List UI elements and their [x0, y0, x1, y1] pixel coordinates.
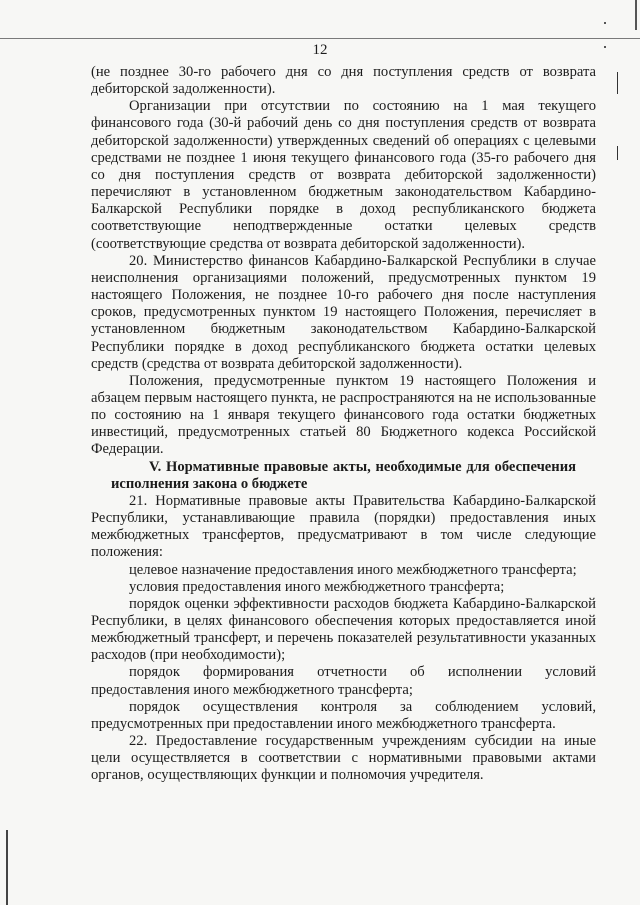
scan-edge-mark: [6, 830, 8, 905]
paragraph: 20. Министерство финансов Кабардино-Балкарской Республики в случае неисполнения организациями положений, предусмотренных пунктом 19 настоящего Положения, не позднее 10-го рабочего дня после наступления сроков, предусмотренных пунктом 19 настоящего Положения, перечисляет в установленном бюджетным законодательством Кабардино-Балкарской Республики порядке в доход республиканского бюджета остатки целевых средств (средства от возврата дебиторской задолженности).: [91, 252, 596, 372]
paragraph: 21. Нормативные правовые акты Правительства Кабардино-Балкарской Республики, устанавливающие правила (порядки) предоставления иных межбюджетных трансфертов, предусматривают в том числе следующие положения:: [91, 492, 596, 561]
scan-dot: [604, 22, 606, 24]
scan-edge-mark: [635, 0, 637, 30]
paragraph: Организации при отсутствии по состоянию на 1 мая текущего финансового года (30-й рабочий день со дня поступления средств от возврата дебиторской задолженности) утвержденных сведений об операциях с целевыми средствами не позднее 1 июня текущего финансового года (35-го рабочего дня со дня поступления средств от возврата дебиторской задолженности) перечисляют в установленном бюджетным законодательством Кабардино-Балкарской Республики порядке в доход республиканского бюджета соответствующие неподтвержденные остатки целевых средств (соответствующие средства от возврата дебиторской задолженности).: [91, 98, 596, 252]
scan-top-line: [0, 38, 640, 39]
paragraph: 22. Предоставление государственным учреждениям субсидии на иные цели осуществляется в соответствии с нормативными правовыми актами органов, осуществляющих функции и полномочия учредителя.: [91, 733, 596, 784]
list-item: условия предоставления иного межбюджетного трансферта;: [129, 578, 505, 595]
section-heading: V. Нормативные правовые акты, необходимые для обеспечения исполнения закона о бюджете: [111, 458, 576, 492]
list-item: целевое назначение предоставления иного межбюджетного трансферта;: [129, 561, 577, 578]
paragraph: Положения, предусмотренные пунктом 19 настоящего Положения и абзацем первым настоящего пункта, не распространяются на не использованные по состоянию на 1 января текущего финансового года остатки бюджетных инвестиций, предусмотренных статьей 80 Бюджетного кодекса Российской Федерации.: [91, 372, 596, 458]
list-item: порядок осуществления контроля за соблюдением условий, предусмотренных при предоставлении иного межбюджетного трансферта.: [91, 698, 596, 732]
paragraph: (не позднее 30-го рабочего дня со дня поступления средств от возврата дебиторской задолженности).: [91, 64, 596, 98]
document-body: [91, 64, 596, 785]
margin-mark: [617, 146, 618, 160]
page-number: 12: [312, 42, 328, 58]
list-item: порядок оценки эффективности расходов бюджета Кабардино-Балкарской Республики, в целях финансового обеспечения которых предоставляется иной межбюджетный трансферт, и перечень показателей результативности указанных расходов (при необходимости);: [91, 595, 596, 664]
margin-mark: [617, 72, 618, 94]
list-item: порядок формирования отчетности об исполнении условий предоставления иного межбюджетного трансферта;: [91, 664, 596, 698]
